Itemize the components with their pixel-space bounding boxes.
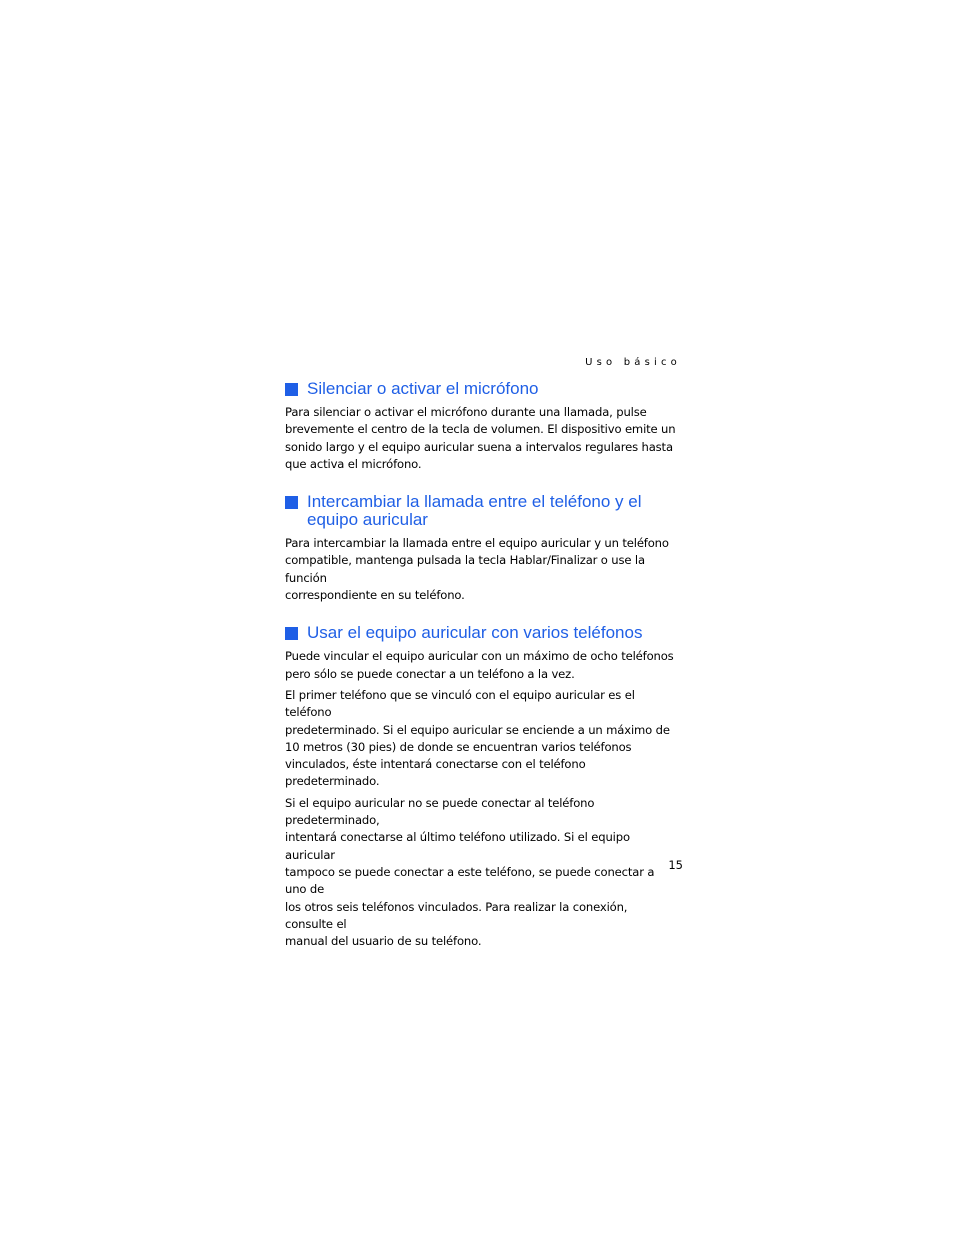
section-heading <box>285 624 677 642</box>
text-line: pero sólo se puede conectar a un teléfono a la vez. <box>285 666 575 681</box>
text-line: correspondiente en su teléfono. <box>285 588 465 603</box>
text-line: El primer teléfono que se vinculó con el equipo auricular es el teléfono <box>285 687 635 720</box>
text-line: sonido largo y el equipo auricular suena a intervalos regulares hasta <box>285 439 673 454</box>
section-heading-text: Silenciar o activar el micrófono <box>307 379 539 398</box>
text-line: predeterminado. Si el equipo auricular se enciende a un máximo de <box>285 722 670 737</box>
text-line: que activa el micrófono. <box>285 456 422 471</box>
text-line: vinculados, éste intentará conectarse con el teléfono predeterminado. <box>285 757 586 789</box>
text-line: intentará conectarse al último teléfono utilizado. Si el equipo auricular <box>285 830 630 862</box>
section-switch-call <box>285 493 677 604</box>
text-line: Si el equipo auricular no se puede conectar al teléfono predeterminado, <box>285 795 595 828</box>
paragraph <box>285 795 677 951</box>
section-heading-text: Usar el equipo auricular con varios teléfonos <box>307 623 643 643</box>
section-heading <box>285 380 677 398</box>
page-content <box>285 380 677 968</box>
heading-square-icon <box>285 627 298 640</box>
text-line: Puede vincular el equipo auricular con un máximo de ocho teléfonos <box>285 649 674 664</box>
text-line: brevemente el centro de la tecla de volumen. El dispositivo emite un <box>285 422 676 437</box>
heading-square-icon <box>285 383 298 396</box>
text-line: Para silenciar o activar el micrófono durante una llamada, pulse <box>285 405 647 419</box>
text-line: 10 metros (30 pies) de donde se encuentran varios teléfonos <box>285 739 632 754</box>
paragraph <box>285 535 677 604</box>
page-number: 15 <box>668 858 683 872</box>
section-heading-text: equipo auricular <box>307 510 428 530</box>
text-line: manual del usuario de su teléfono. <box>285 934 482 949</box>
section-heading-text: Intercambiar la llamada entre el teléfono y el <box>307 492 642 512</box>
text-line: tampoco se puede conectar a este teléfono, se puede conectar a uno de <box>285 864 655 897</box>
text-line: los otros seis teléfonos vinculados. Para realizar la conexión, consulte el <box>285 899 628 931</box>
section-multiple-phones <box>285 624 677 950</box>
section-mute-microphone <box>285 380 677 473</box>
paragraph <box>285 687 677 791</box>
text-line: Para intercambiar la llamada entre el equipo auricular y un teléfono <box>285 536 669 551</box>
heading-square-icon <box>285 496 298 509</box>
paragraph <box>285 648 677 683</box>
section-heading <box>285 493 677 529</box>
running-header: Uso básico <box>585 357 681 368</box>
text-line: compatible, mantenga pulsada la tecla Hablar/Finalizar o use la función <box>285 553 645 585</box>
paragraph <box>285 404 677 473</box>
